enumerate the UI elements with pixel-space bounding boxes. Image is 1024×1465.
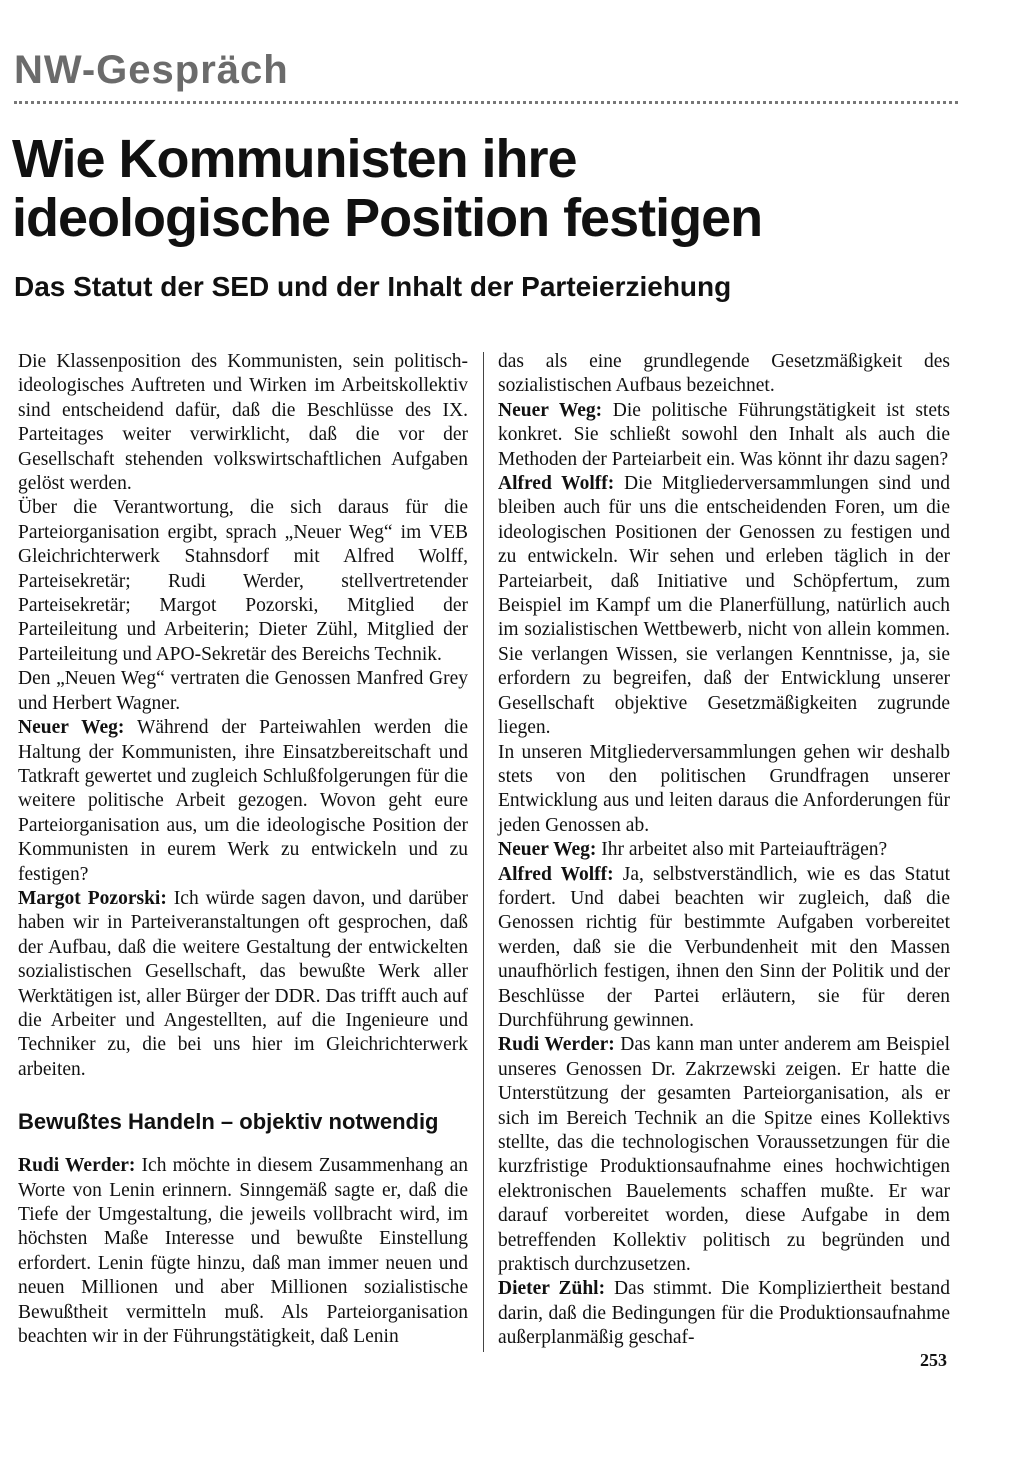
- interview-question: [498, 399, 950, 472]
- speaker-label: Neuer Weg:: [18, 717, 125, 739]
- answer-text: Ja, selbstverständlich, wie es das Statut fordert. Und dabei beachten wir zugleich, daß die Genossen richtig für bestimmte Aufgaben vorbereitet werden, daß sie die Verbundenheit mit den Massen unaufhörlich festigen, ihnen den Sinn der Politik und der Beschlüsse der Partei erläutern, sie für deren Durchführung gewinnen.: [498, 863, 950, 1031]
- speaker-label: Neuer Weg:: [498, 399, 603, 421]
- answer-text: Die Mitgliederversammlungen sind und bleiben auch für uns die entscheidenden Foren, um die ideologischen Positionen der Genossen zu festigen und zu entwickeln. Wir sehen und erleben täglich in der Parteiarbeit, daß Initiative und Schöpfertum, zum Beispiel im Kampf um die Planerfüllung, natürlich auch im sozialistischen Wettbewerb, nicht von allein kommen. Sie verlangen Wissen, sie verlangen Kenntnisse, ja, sie erfordern zu begreifen, daß der Entwicklung unserer Gesellschaft objektive Gesetzmäßigkeiten zugrunde liegen.: [498, 473, 950, 739]
- interview-answer: [498, 1033, 950, 1277]
- question-text: Die politische Führungstätigkeit ist stets konkret. Sie schließt sowohl den Inhalt als auch die Methoden der Parteiarbeit ein. Was könnt ihr dazu sagen?: [498, 399, 950, 470]
- subheadline: Das Statut der SED und der Inhalt der Parteierziehung: [14, 271, 732, 302]
- interview-answer: [498, 472, 950, 740]
- intro-paragraph: Die Klassenposition des Kommunisten, sein politisch-ideologisches Auftreten und Wirken im Arbeitskollektiv sind entscheidend dafür, daß die Beschlüsse des IX. Parteitages weiter verwirklicht, daß die vor der Gesellschaft stehenden volkswirtschaftlichen Aufgaben gelöst werden.: [18, 351, 468, 495]
- interview-question: [18, 716, 468, 887]
- left-column: [18, 350, 468, 1349]
- answer-text: Das kann man unter anderem am Beispiel unseres Genossen Dr. Zakrzewski zeigen. Er hatte die Unterstützung der gesamten Parteiorganisation, als er sich im Bereich Technik an die Spitze eines Kollektivs stellte, das die technologischen Voraussetzungen für die kurzfristige Produktionsaufnahme eines hochwichtigen elektronischen Bauelements schaffen mußte. Er war darauf vorbereitet worden, diese Aufgabe in dem betreffenden Kollektiv politisch zu begründen und praktisch durchzusetzen.: [498, 1034, 950, 1276]
- headline: [12, 130, 972, 248]
- interview-answer: [18, 1154, 468, 1349]
- speaker-label: Rudi Werder:: [18, 1155, 136, 1177]
- intro-paragraph: Über die Verantwortung, die sich daraus für die Parteiorganisation ergibt, sprach „Neuer Weg“ im VEB Gleichrichterwerk Stahnsdorf mit Alfred Wolff, Parteisekretär; Rudi Werder, stellvertretender Parteisekretär; Margot Pozorski, Mitglied der Parteileitung und Arbeiterin; Dieter Zühl, Mitglied der Parteileitung und APO-Sekretär des Bereichs Technik.: [18, 497, 468, 665]
- speaker-label: Alfred Wolff:: [498, 863, 614, 885]
- right-column: [498, 350, 950, 1351]
- continued-paragraph: das als eine grundlegende Gesetzmäßigkeit des sozialistischen Aufbaus bezeichnet.: [498, 351, 950, 397]
- answer-text: Ich würde sagen davon, und darüber haben wir in Parteiveranstaltungen oft gesprochen, daß der Aufbau, daß die weitere Gestaltung der entwickelten sozialistischen Gesellschaft, das bewußte Werk aller Werktätigen ist, aller Bürger der DDR. Das trifft auch auf die Arbeiter und Angestellten, auf die Ingenieure und Techniker zu, die bei uns hier im Gleichrichterwerk arbeiten.: [18, 887, 468, 1080]
- section-kicker: NW-Gespräch: [14, 48, 289, 92]
- answer-text: Ich möchte in diesem Zusammenhang an Worte von Lenin erinnern. Sinngemäß sagte er, daß die Tiefe der Umgestaltung, die jeweils vollbracht wird, im höchsten Maße Interesse und bewußte Einstellung erfordert. Lenin fügte hinzu, daß man immer neuen und neuen Millionen und aber Millionen sozialistische Bewußtheit vermitteln muß. Als Parteiorganisation beachten wir in der Führungstätigkeit, daß Lenin: [18, 1155, 468, 1348]
- headline-line-1: Wie Kommunisten ihre: [12, 129, 577, 189]
- kicker-rule: [14, 101, 958, 104]
- page-number: 253: [920, 1350, 947, 1370]
- headline-line-2: ideologische Position festigen: [12, 188, 763, 248]
- question-text: Während der Parteiwahlen werden die Haltung der Kommunisten, ihre Einsatzbereitschaft und Tatkraft gewertet und zugleich Schlußfolgerungen für die weitere politische Arbeit gezogen. Wovon geht eure Parteiorganisation aus, um die ideologische Position der Kommunisten in eurem Werk zu entwickeln und zu festigen?: [18, 717, 469, 885]
- speaker-label: Dieter Zühl:: [498, 1278, 606, 1300]
- speaker-label: Alfred Wolff:: [498, 473, 615, 495]
- section-heading: Bewußtes Handeln – objektiv notwendig: [18, 1109, 439, 1135]
- interview-question: [498, 838, 950, 862]
- speaker-label: Margot Pozorski:: [18, 887, 167, 909]
- speaker-label: Neuer Weg:: [498, 839, 597, 861]
- speaker-label: Rudi Werder:: [498, 1034, 615, 1056]
- column-divider: [483, 352, 484, 1352]
- interview-answer: [498, 1277, 950, 1350]
- question-text: Ihr arbeitet also mit Parteiaufträgen?: [596, 839, 888, 861]
- intro-paragraph: Den „Neuen Weg“ vertraten die Genossen Manfred Grey und Herbert Wagner.: [18, 668, 468, 714]
- answer-text: Das stimmt. Die Kompliziertheit bestand darin, daß die Bedingungen für die Produktionsaufnahme außerplanmäßig geschaf-: [498, 1278, 950, 1349]
- answer-paragraph: In unseren Mitgliederversammlungen gehen wir deshalb stets von den politischen Grundfragen unserer Entwicklung aus und leiten daraus die Anforderungen für jeden Genossen ab.: [498, 741, 950, 836]
- interview-answer: [18, 887, 468, 1082]
- interview-answer: [498, 863, 950, 1034]
